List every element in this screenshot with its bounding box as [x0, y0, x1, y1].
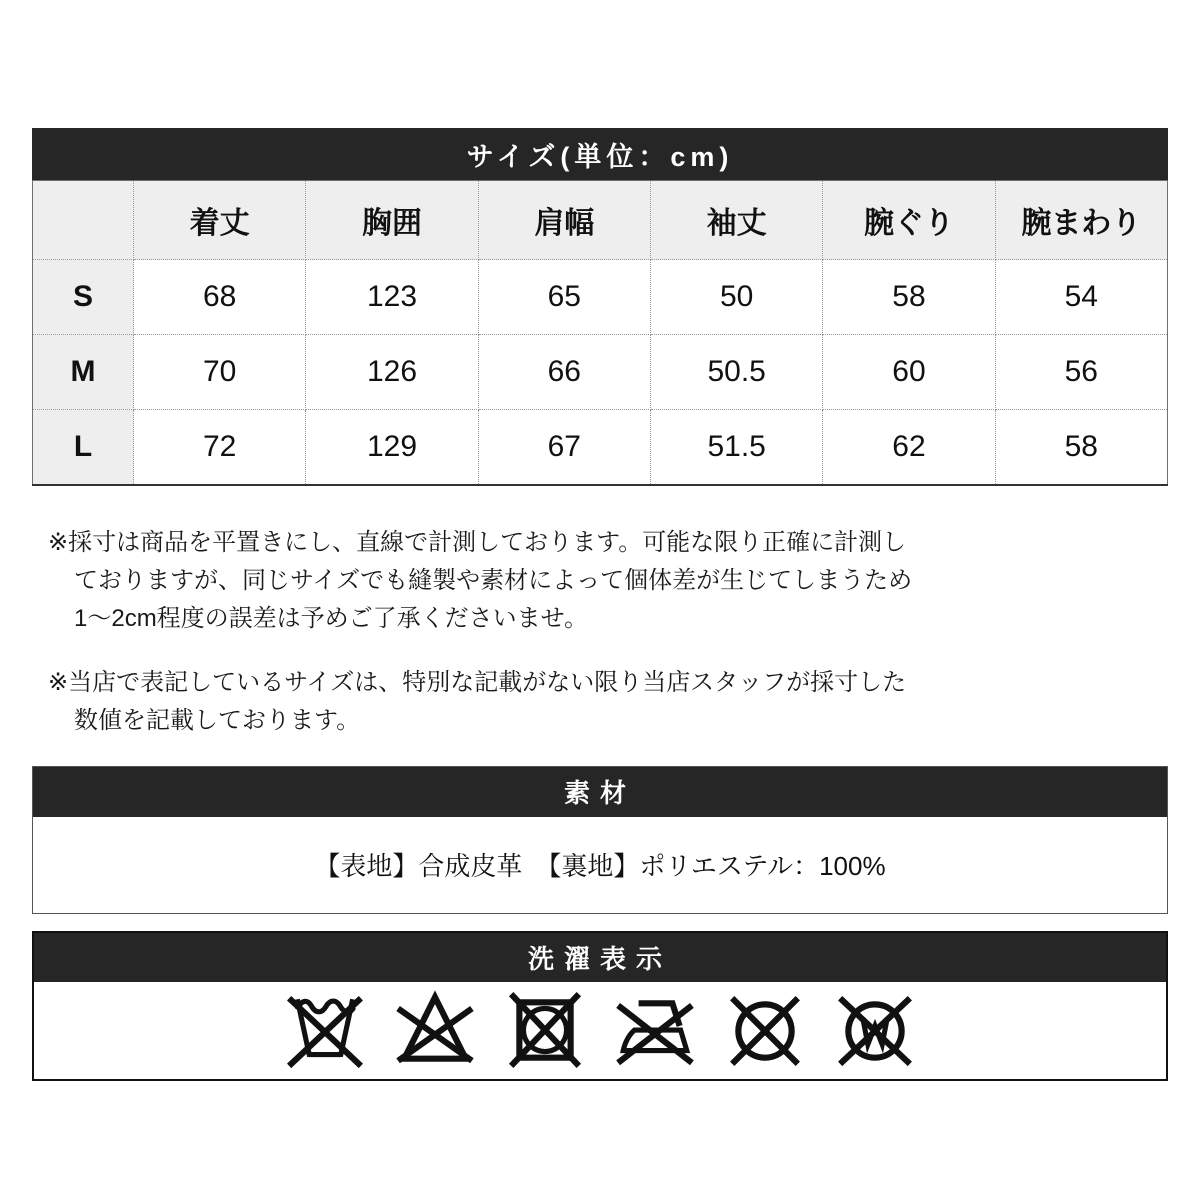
do-not-bleach-icon — [394, 989, 476, 1071]
cell-value: 58 — [823, 260, 995, 335]
note-staff-measured — [48, 664, 1168, 740]
note-measurement-accuracy — [48, 524, 1168, 638]
do-not-wet-clean-icon — [834, 989, 916, 1071]
cell-value: 68 — [134, 260, 306, 335]
cell-value: 129 — [306, 410, 478, 485]
size-section — [32, 0, 1168, 486]
size-table-title: サイズ(単位：cm) — [466, 141, 734, 172]
cell-value: 60 — [823, 335, 995, 410]
material-header-bar — [33, 767, 1167, 817]
size-section-header-bar — [32, 128, 1168, 180]
cell-value: 54 — [995, 260, 1167, 335]
row-label: M — [33, 335, 134, 410]
cell-value: 72 — [134, 410, 306, 485]
cell-value: 51.5 — [650, 410, 822, 485]
column-header: 肩幅 — [478, 181, 650, 260]
do-not-dry-clean-icon — [724, 989, 806, 1071]
size-table — [32, 180, 1168, 486]
note-line: ※当店で表記しているサイズは、特別な記載がない限り当店スタッフが採寸した — [48, 668, 907, 696]
column-header: 腕まわり — [995, 181, 1167, 260]
cell-value: 66 — [478, 335, 650, 410]
column-header: 着丈 — [134, 181, 306, 260]
note-line: 1〜2cm程度の誤差は予めご了承くださいませ。 — [74, 604, 588, 632]
row-label: L — [33, 410, 134, 485]
cell-value: 62 — [823, 410, 995, 485]
do-not-tumble-dry-icon — [504, 989, 586, 1071]
cell-value: 50.5 — [650, 335, 822, 410]
washing-header-bar — [34, 933, 1166, 982]
column-header: 袖丈 — [650, 181, 822, 260]
note-line: 数値を記載しております。 — [74, 706, 361, 734]
measurement-notes — [32, 486, 1168, 740]
size-table-corner-cell — [33, 181, 134, 260]
table-row-s — [33, 260, 1168, 335]
cell-value: 58 — [995, 410, 1167, 485]
cell-value: 56 — [995, 335, 1167, 410]
washing-icons-row — [34, 982, 1166, 1079]
material-content: 【表地】合成皮革 【裏地】ポリエステル：100% — [314, 851, 886, 881]
cell-value: 50 — [650, 260, 822, 335]
cell-value: 65 — [478, 260, 650, 335]
table-row-l — [33, 410, 1168, 485]
material-section — [32, 766, 1168, 914]
washing-section — [32, 931, 1168, 1081]
do-not-iron-icon — [614, 989, 696, 1071]
note-line: ておりますが、同じサイズでも縫製や素材によって個体差が生じてしまうため — [74, 566, 913, 594]
size-table-header-row — [33, 181, 1168, 260]
column-header: 胸囲 — [306, 181, 478, 260]
note-line: ※採寸は商品を平置きにし、直線で計測しております。可能な限り正確に計測し — [48, 528, 907, 556]
cell-value: 70 — [134, 335, 306, 410]
washing-header-label: 洗濯表示 — [527, 943, 672, 974]
cell-value: 67 — [478, 410, 650, 485]
do-not-wash-icon — [284, 989, 366, 1071]
table-row-m — [33, 335, 1168, 410]
material-body — [33, 817, 1167, 913]
row-label: S — [33, 260, 134, 335]
cell-value: 126 — [306, 335, 478, 410]
cell-value: 123 — [306, 260, 478, 335]
column-header: 腕ぐり — [823, 181, 995, 260]
material-header-label: 素材 — [563, 778, 636, 808]
